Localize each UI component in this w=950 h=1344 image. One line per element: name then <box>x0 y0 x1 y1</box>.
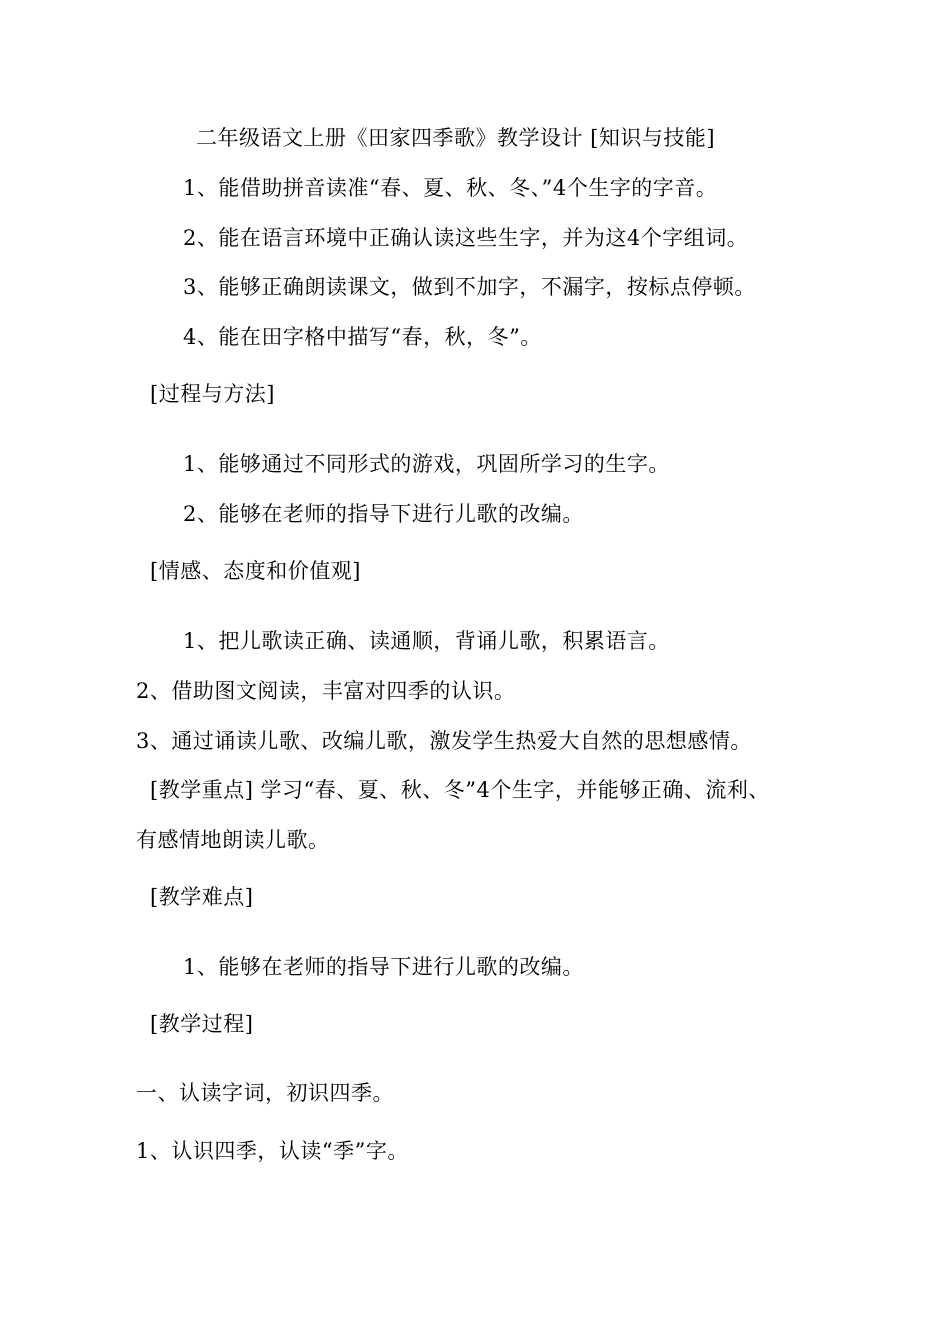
key-point-line-2: 有感情地朗读儿歌。 <box>136 828 330 852</box>
document-title: 二年级语文上册《田家四季歌》教学设计 [知识与技能] <box>196 126 716 150</box>
process-heading: [过程与方法] <box>150 382 275 406</box>
emotion-heading: [情感、态度和价值观] <box>150 559 361 583</box>
knowledge-item-2: 2、能在语言环境中正确认读这些生字，并为这4个字组词。 <box>183 226 749 250</box>
emotion-item-2: 2、借助图文阅读，丰富对四季的认识。 <box>136 679 516 703</box>
key-point-line-1: [教学重点] 学习“春、夏、秋、冬”4个生字，并能够正确、流利、 <box>150 778 770 802</box>
emotion-item-3: 3、通过诵读儿歌、改编儿歌，激发学生热爱大自然的思想感情。 <box>136 729 752 753</box>
difficulty-heading: [教学难点] <box>150 885 254 909</box>
procedure-heading: [教学过程] <box>150 1012 254 1036</box>
knowledge-item-4: 4、能在田字格中描写“春，秋，冬”。 <box>183 325 542 349</box>
process-item-2: 2、能够在老师的指导下进行儿歌的改编。 <box>183 502 584 526</box>
section-one-heading: 一、认读字词，初识四季。 <box>136 1081 394 1105</box>
knowledge-item-3: 3、能够正确朗读课文，做到不加字，不漏字，按标点停顿。 <box>183 275 756 299</box>
knowledge-item-1: 1、能借助拼音读准“春、夏、秋、冬、”4个生字的字音。 <box>183 176 718 200</box>
process-item-1: 1、能够通过不同形式的游戏，巩固所学习的生字。 <box>183 452 670 476</box>
difficulty-item-1: 1、能够在老师的指导下进行儿歌的改编。 <box>183 955 584 979</box>
section-one-item-1: 1、认识四季，认读“季”字。 <box>136 1139 409 1163</box>
emotion-item-1: 1、把儿歌读正确、读通顺，背诵儿歌，积累语言。 <box>183 629 670 653</box>
